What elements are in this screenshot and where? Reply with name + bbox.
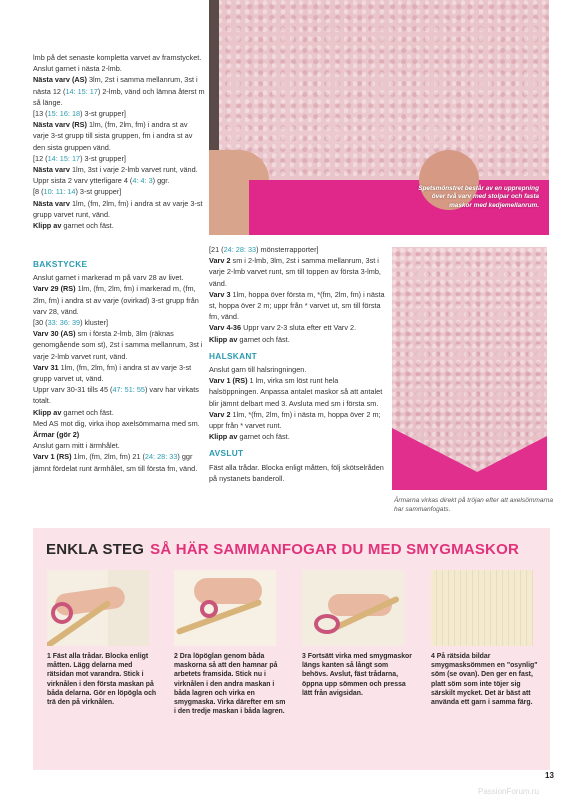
row-label: Varv 30 (AS): [33, 329, 76, 339]
paragraph: [209, 244, 387, 255]
step-1-text: [47, 652, 161, 707]
section-bakstycke: [33, 253, 205, 474]
page-number: 13: [545, 771, 554, 780]
text-run: Med AS mot dig, virka ihop axelsömmarna med sm.: [33, 418, 200, 428]
step-number: 2: [174, 653, 178, 660]
watermark: PassionForum.ru: [478, 787, 539, 796]
text-run: sm i första 2-lmb, 3lm (räknas genomgående som st), 2st i samma mellanrum, 3st i varje 2-lmb varvet runt, vänd.: [33, 329, 203, 361]
text-run: 1 lm, virka sm löst runt hela halsöppningen. Anpassa antalet maskor så att antalet blir jämnt delbart med 3. Avsluta med sm i första sm.: [209, 376, 383, 408]
step-2-text: [174, 652, 288, 716]
text-run: ) kluster]: [80, 318, 109, 328]
sweater-photo-side: [392, 247, 547, 490]
row-label: Varv 2: [209, 256, 231, 266]
text-run: 1lm, hoppa över första m, *(fm, 2lm, fm) i nästa st, hoppa över 2 m; uppr från * varvet ut, sm till första fm, vänd.: [209, 289, 385, 322]
paragraph: [209, 431, 387, 442]
paragraph: [33, 328, 205, 362]
pattern-text-front: [33, 52, 205, 231]
text-run: ) 3-st grupper]: [75, 187, 122, 197]
text-run: garnet och fäst.: [61, 407, 114, 417]
paragraph: [209, 289, 387, 323]
heading-avslut: AVSLUT: [209, 448, 244, 459]
text-run: ) 3-st grupper]: [80, 153, 126, 163]
paragraph: [33, 153, 205, 164]
text-run: Anslut garn mitt i ärmhålet.: [33, 441, 120, 451]
size-values: 4: 4: 3: [132, 176, 153, 186]
paragraph: [209, 334, 387, 345]
paragraph: [33, 384, 205, 406]
steps-title: [46, 541, 519, 558]
yarn-loop-image: [314, 614, 340, 634]
row-label: Nästa varv: [33, 165, 70, 175]
text-run: Uppr sista 2 varv ytterligare 4 (: [33, 176, 133, 186]
paragraph: [33, 52, 205, 74]
text-run: ) ggr.: [152, 176, 170, 186]
text-run: [30 (: [33, 318, 48, 328]
photo-top-caption: Spetsmönstret består av en upprepning över två varv med stolpar och fasta maskor med kedjemellanrum.: [418, 185, 539, 209]
paragraph: [33, 440, 205, 451]
text-run: garnet och fäst.: [61, 221, 114, 231]
paragraph: [33, 198, 205, 220]
section-sleeves-neck: [209, 244, 387, 484]
text-run: 1lm, (fm, 2lm, fm) i andra st av varje 3-st grupp varvet runt, vänd.: [33, 198, 203, 219]
text-run: 1lm, *(fm, 2lm, fm) i nästa m, hoppa över 2 m; uppr från * varvet runt.: [209, 409, 381, 431]
steps-panel: [33, 528, 550, 770]
step-number: 1: [47, 653, 51, 660]
paragraph: [33, 220, 205, 231]
paragraph: [33, 362, 205, 384]
text-run: ) 2-lmb, vänd och lämna återst m så länge.: [33, 86, 205, 107]
step-4-image: [431, 570, 533, 646]
step-2-image: [174, 570, 276, 646]
row-label: Varv 29 (RS): [33, 284, 76, 294]
text-run: ) varv har virkats totalt.: [33, 385, 199, 406]
heading-bakstycke: BAKSTYCKE: [33, 259, 88, 269]
text-run: [12 (: [33, 153, 48, 163]
text-run: ) 3-st grupper]: [80, 109, 126, 119]
paragraph: [209, 322, 387, 333]
paragraph: [33, 451, 205, 473]
steps-title-main: ENKLA STEG: [46, 541, 145, 558]
row-label: Ärmar (gör 2): [33, 430, 80, 440]
text-run: ) mönsterrapporter]: [256, 245, 319, 254]
paragraph: [209, 255, 387, 289]
paragraph: [33, 317, 205, 328]
text-run: Anslut garnet i markerad m på varv 28 av livet.: [33, 273, 184, 283]
text-run: [13 (: [33, 109, 48, 119]
heading-halskant: HALSKANT: [209, 350, 258, 361]
halskant-text: [209, 364, 387, 442]
step-number: 4: [431, 653, 435, 660]
bakstycke-text: [33, 272, 205, 474]
size-values: 33: 36: 39: [47, 318, 81, 328]
size-values: 47: 51: 55: [112, 385, 145, 395]
text-run: 3lm, 2st i samma mellanrum, 3st i nästa 12 (: [33, 75, 198, 96]
text-run: garnet och fäst.: [237, 432, 290, 442]
paragraph: [33, 272, 205, 283]
size-values: 24: 28: 33: [144, 452, 178, 462]
text-run: Fäst alla trådar. Blocka enligt måtten, följ skötselråden på nystanets banderoll.: [209, 462, 384, 483]
row-label: Klipp av: [209, 334, 238, 344]
paragraph: [33, 418, 205, 429]
size-values: 15: 16: 18: [47, 109, 81, 119]
size-values: 24: 28: 33: [223, 245, 257, 254]
steps-title-sub: SÅ HÄR SAMMANFOGAR DU MED SMYGMASKOR: [150, 541, 519, 558]
sweater-photo-top: [209, 0, 549, 235]
step-number: 3: [302, 653, 306, 660]
step-3-image: [302, 570, 404, 646]
paragraph: [33, 429, 205, 440]
yarn-loop-image: [200, 600, 218, 618]
yarn-loop-image: [51, 602, 73, 624]
text-run: lmb på det senaste kompletta varvet av framstycket. Anslut garnet i nästa 2-lmb.: [33, 53, 202, 74]
step-description: På rätsida bildar smygmasksömmen en "osynlig" söm (se ovan). Den ger en fast, platt söm som inte töjer sig särskilt mycket. Det är bäst att använda ett garn i samma färg.: [431, 653, 538, 707]
text-run: 1lm, (fm, 2lm, fm) i andra st av varje 3-st grupp varvet ut, vänd.: [33, 362, 192, 384]
row-label: Klipp av: [209, 432, 238, 442]
size-values: 14: 15: 17: [47, 153, 81, 163]
size-values: 14: 15: 17: [65, 86, 98, 96]
text-run: [8 (: [33, 187, 44, 197]
text-run: ) ggr jämnt fördelat runt ärmhålet, sm till första fm, vänd.: [33, 452, 198, 473]
text-run: [21 (: [209, 245, 224, 254]
step-description: Dra löpöglan genom båda maskorna så att den hamnar på arbetets framsida. Stick nu i virknålen i den andra maskan i båda lagren och virka en smygmaska. Virka därefter em sm i den tredje maskan i båda lagren.: [174, 653, 286, 716]
crochet-hook-image: [176, 599, 263, 635]
text-run: garnet och fäst.: [237, 334, 290, 344]
text-run: 1lm, (fm, 2lm, fm) i andra st av varje 3-st grupp till sista gruppen, fm i andra st av den sista gruppen vänd.: [33, 120, 193, 152]
row-label: Varv 2: [209, 409, 231, 419]
paragraph: [33, 164, 205, 175]
paragraph: [33, 175, 205, 186]
paragraph: [209, 375, 387, 409]
text-run: 1lm, (fm, 2lm, fm) i markerad m, (fm, 2lm, fm) i andra st av varje (ovirkad) 3-st grupp från varv 28, vänd.: [33, 284, 199, 316]
paragraph: [33, 283, 205, 317]
row-label: Varv 31: [33, 362, 59, 372]
text-run: Uppr varv 30-31 tills 45 (: [33, 385, 113, 395]
row-label: Varv 4-36: [209, 323, 242, 333]
row-label: Varv 1 (RS): [209, 376, 248, 386]
text-run: Uppr varv 2-3 sluta efter ett Varv 2.: [241, 323, 357, 333]
paragraph: [33, 407, 205, 418]
photo-side-caption: Ärmarna virkas direkt på tröjan efter att axelsömmarna har sammanfogats.: [394, 497, 554, 513]
paragraph: [209, 409, 387, 431]
row-label: Klipp av: [33, 221, 62, 231]
pink-pants-image: [392, 412, 547, 490]
text-run: 1lm, 3st i varje 2-lmb varvet runt, vänd.: [69, 165, 198, 175]
row-label: Nästa varv (AS): [33, 75, 87, 85]
step-description: Fäst alla trådar. Blocka enligt måtten. Lägg delarna med rätsidan mot varandra. Stick i virknålen i den första maskan på båda delarna. Gör en löpögla och trä den på virknålen.: [47, 653, 157, 707]
paragraph: [33, 119, 205, 153]
step-3-text: [302, 652, 416, 698]
step-4-text: [431, 652, 543, 707]
avslut-text: [209, 462, 387, 484]
paragraph: [33, 74, 205, 108]
row-label: Klipp av: [33, 407, 62, 417]
text-run: Anslut garn till halsringningen.: [209, 365, 307, 375]
row-label: Varv 3: [209, 289, 231, 299]
text-run: sm i 2-lmb, 3lm, 2st i samma mellanrum, 3st i varje 2-lmb varvet runt, sm till toppen av första 3-lmb, vänd.: [209, 256, 381, 288]
paragraph: [33, 108, 205, 119]
sleeve-text: [209, 244, 387, 345]
paragraph: [209, 462, 387, 484]
step-1-image: [47, 570, 149, 646]
row-label: Nästa varv: [33, 198, 70, 208]
text-run: 1lm, (fm, 2lm, fm) 21 (: [71, 452, 145, 462]
row-label: Nästa varv (RS): [33, 120, 87, 130]
size-values: 10: 11: 14: [43, 187, 76, 197]
row-label: Varv 1 (RS): [33, 452, 72, 462]
paragraph: [33, 186, 205, 197]
paragraph: [209, 364, 387, 375]
step-description: Fortsätt virka med smygmaskor längs kanten så långt som behövs. Avslut, fäst trådarna, öppna upp sömmen och pressa lätt från avigsidan.: [302, 653, 412, 697]
